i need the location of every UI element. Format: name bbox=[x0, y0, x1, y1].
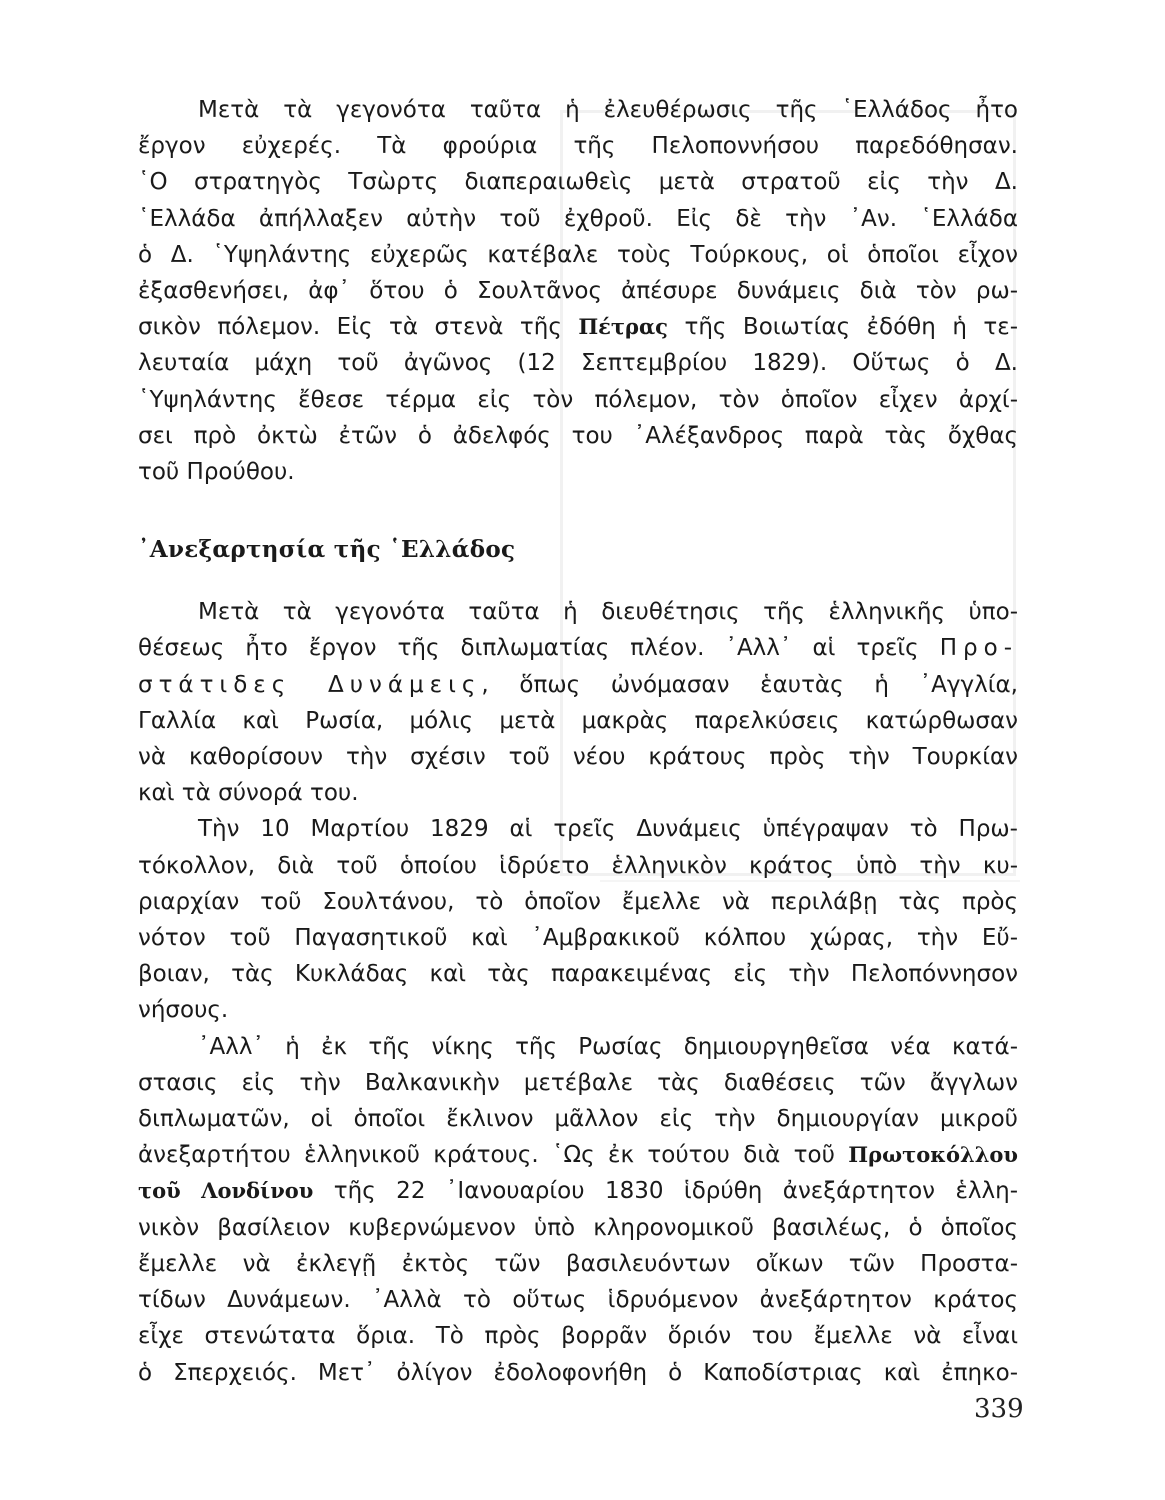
text-line: τοῦ Προύθου. bbox=[138, 459, 295, 486]
text-run: τῆς 22 ᾿Ιανουαρίου 1830 ἱδρύθη ἀνεξάρτητον ἑλλη- bbox=[313, 1178, 1018, 1205]
spaced-term: στάτιδες Δυνάμεις bbox=[138, 671, 482, 698]
page-body bbox=[138, 92, 1018, 1391]
text-line: ἔμελλε νὰ ἐκλεγῇ ἐκτὸς τῶν βασιλευόντων οἴκων τῶν Προστα- bbox=[138, 1250, 1018, 1277]
text-line: στασις εἰς τὴν Βαλκανικὴν μετέβαλε τὰς διαθέσεις τῶν ἄγγλων bbox=[138, 1069, 1018, 1096]
bold-term-protokollou: Πρωτοκόλλου bbox=[848, 1142, 1018, 1168]
text-line: ῾Υψηλάντης ἔθεσε τέρμα εἰς τὸν πόλεμον, τὸν ὁποῖον εἶχεν ἀρχί- bbox=[138, 386, 1018, 413]
text-run: σικὸν πόλεμον. Εἰς τὰ στενὰ τῆς bbox=[138, 314, 579, 341]
text-line bbox=[138, 309, 1018, 345]
text-line: Μετὰ τὰ γεγονότα ταῦτα ἡ ἐλευθέρωσις τῆς ῾Ελλάδος ἦτο bbox=[198, 97, 1018, 123]
text-line: ῾Ελλάδα ἀπήλλαξεν αὐτὴν τοῦ ἐχθροῦ. Εἰς δὲ τὴν ᾿Αν. ῾Ελλάδα bbox=[138, 205, 1018, 232]
text-line: τόκολλον, διὰ τοῦ ὁποίου ἱδρύετο ἑλληνικὸν κράτος ὑπὸ τὴν κυ- bbox=[138, 852, 1018, 879]
text-line: καὶ τὰ σύνορά του. bbox=[138, 780, 359, 807]
text-run: ἀνεξαρτήτου ἑλληνικοῦ κράτους. ῾Ως ἐκ τούτου διὰ τοῦ bbox=[138, 1142, 849, 1169]
text-line: νικὸν βασίλειον κυβερνώμενον ὑπὸ κληρονομικοῦ βασιλέως, ὁ ὁποῖος bbox=[138, 1214, 1018, 1241]
bold-term-londinou: τοῦ Λονδίνου bbox=[138, 1178, 314, 1204]
text-line: ὁ Σπερχειός. Μετ᾿ ὀλίγον ἐδολοφονήθη ὁ Καποδίστριας καὶ ἐπηκο- bbox=[138, 1359, 1018, 1386]
text-line: ἐξασθενήσει, ἀφ᾿ ὅτου ὁ Σουλτᾶνος ἀπέσυρε δυνάμεις διὰ τὸν ρω- bbox=[138, 278, 1018, 305]
text-line bbox=[138, 667, 1018, 703]
text-line: ῾Ο στρατηγὸς Τσὼρτς διαπεραιωθεὶς μετὰ στρατοῦ εἰς τὴν Δ. bbox=[138, 169, 1018, 196]
text-run: τῆς Βοιωτίας ἐδόθη ἡ τε- bbox=[667, 314, 1018, 341]
text-line: βοιαν, τὰς Κυκλάδας καὶ τὰς παρακειμένας εἰς τὴν Πελοπόννησον bbox=[138, 961, 1018, 988]
text-line: ὁ Δ. ῾Υψηλάντης εὐχερῶς κατέβαλε τοὺς Τούρκους, οἱ ὁποῖοι εἶχον bbox=[138, 241, 1018, 268]
text-line: νότον τοῦ Παγασητικοῦ καὶ ᾿Αμβρακικοῦ κόλπου χώρας, τὴν Εὔ- bbox=[138, 925, 1018, 952]
text-line: Μετὰ τὰ γεγονότα ταῦτα ἡ διευθέτησις τῆς ἑλληνικῆς ὑπο- bbox=[198, 599, 1018, 626]
section-heading: ᾿Ανεξαρτησία τῆς ῾Ελλάδος bbox=[138, 536, 516, 564]
text-line: νήσους. bbox=[138, 997, 229, 1024]
text-line bbox=[138, 1173, 1018, 1209]
text-line: νὰ καθορίσουν τὴν σχέσιν τοῦ νέου κράτους πρὸς τὴν Τουρκίαν bbox=[138, 744, 1018, 771]
text-line: τίδων Δυνάμεων. ᾿Αλλὰ τὸ οὕτως ἱδρυόμενον ἀνεξάρτητον κράτος bbox=[138, 1287, 1018, 1314]
text-run: θέσεως ἦτο ἔργον τῆς διπλωματίας πλέον. ᾿Αλλ᾿ αἱ τρεῖς bbox=[138, 635, 940, 662]
text-line: σει πρὸ ὀκτὼ ἐτῶν ὁ ἀδελφός του ᾿Αλέξανδρος παρὰ τὰς ὄχθας bbox=[138, 422, 1018, 449]
text-line: Γαλλία καὶ Ρωσία, μόλις μετὰ μακρὰς παρελκύσεις κατώρθωσαν bbox=[138, 707, 1018, 734]
text-line: ᾿Αλλ᾿ ἡ ἐκ τῆς νίκης τῆς Ρωσίας δημιουργηθεῖσα νέα κατά- bbox=[198, 1033, 1018, 1060]
spaced-term: Προ- bbox=[939, 635, 1018, 662]
text-line: ριαρχίαν τοῦ Σουλτάνου, τὸ ὁποῖον ἔμελλε νὰ περιλάβῃ τὰς πρὸς bbox=[138, 888, 1018, 915]
text-line bbox=[138, 630, 1018, 666]
bold-term-petras: Πέτρας bbox=[578, 314, 668, 340]
text-line: διπλωματῶν, οἱ ὁποῖοι ἔκλινον μᾶλλον εἰς τὴν δημιουργίαν μικροῦ bbox=[138, 1106, 1018, 1133]
paragraph-3 bbox=[138, 811, 1018, 1028]
paragraph-2 bbox=[138, 594, 1018, 811]
paragraph-4 bbox=[138, 1029, 1018, 1391]
text-line: Τὴν 10 Μαρτίου 1829 αἱ τρεῖς Δυνάμεις ὑπέγραψαν τὸ Πρω- bbox=[198, 816, 1018, 843]
text-line: ἔργον εὐχερές. Τὰ φρούρια τῆς Πελοποννήσου παρεδόθησαν. bbox=[138, 133, 1018, 160]
text-line: λευταία μάχη τοῦ ἀγῶνος (12 Σεπτεμβρίου 1829). Οὕτως ὁ Δ. bbox=[138, 350, 1018, 377]
text-run: , ὅπως ὠνόμασαν ἑαυτὰς ἡ ᾿Αγγλία, bbox=[481, 671, 1018, 698]
page-number: 339 bbox=[974, 1394, 1024, 1424]
text-line bbox=[138, 1137, 1018, 1173]
text-line: εἶχε στενώτατα ὅρια. Τὸ πρὸς βορρᾶν ὅριόν του ἔμελλε νὰ εἶναι bbox=[138, 1323, 1018, 1350]
paragraph-1 bbox=[138, 92, 1018, 490]
